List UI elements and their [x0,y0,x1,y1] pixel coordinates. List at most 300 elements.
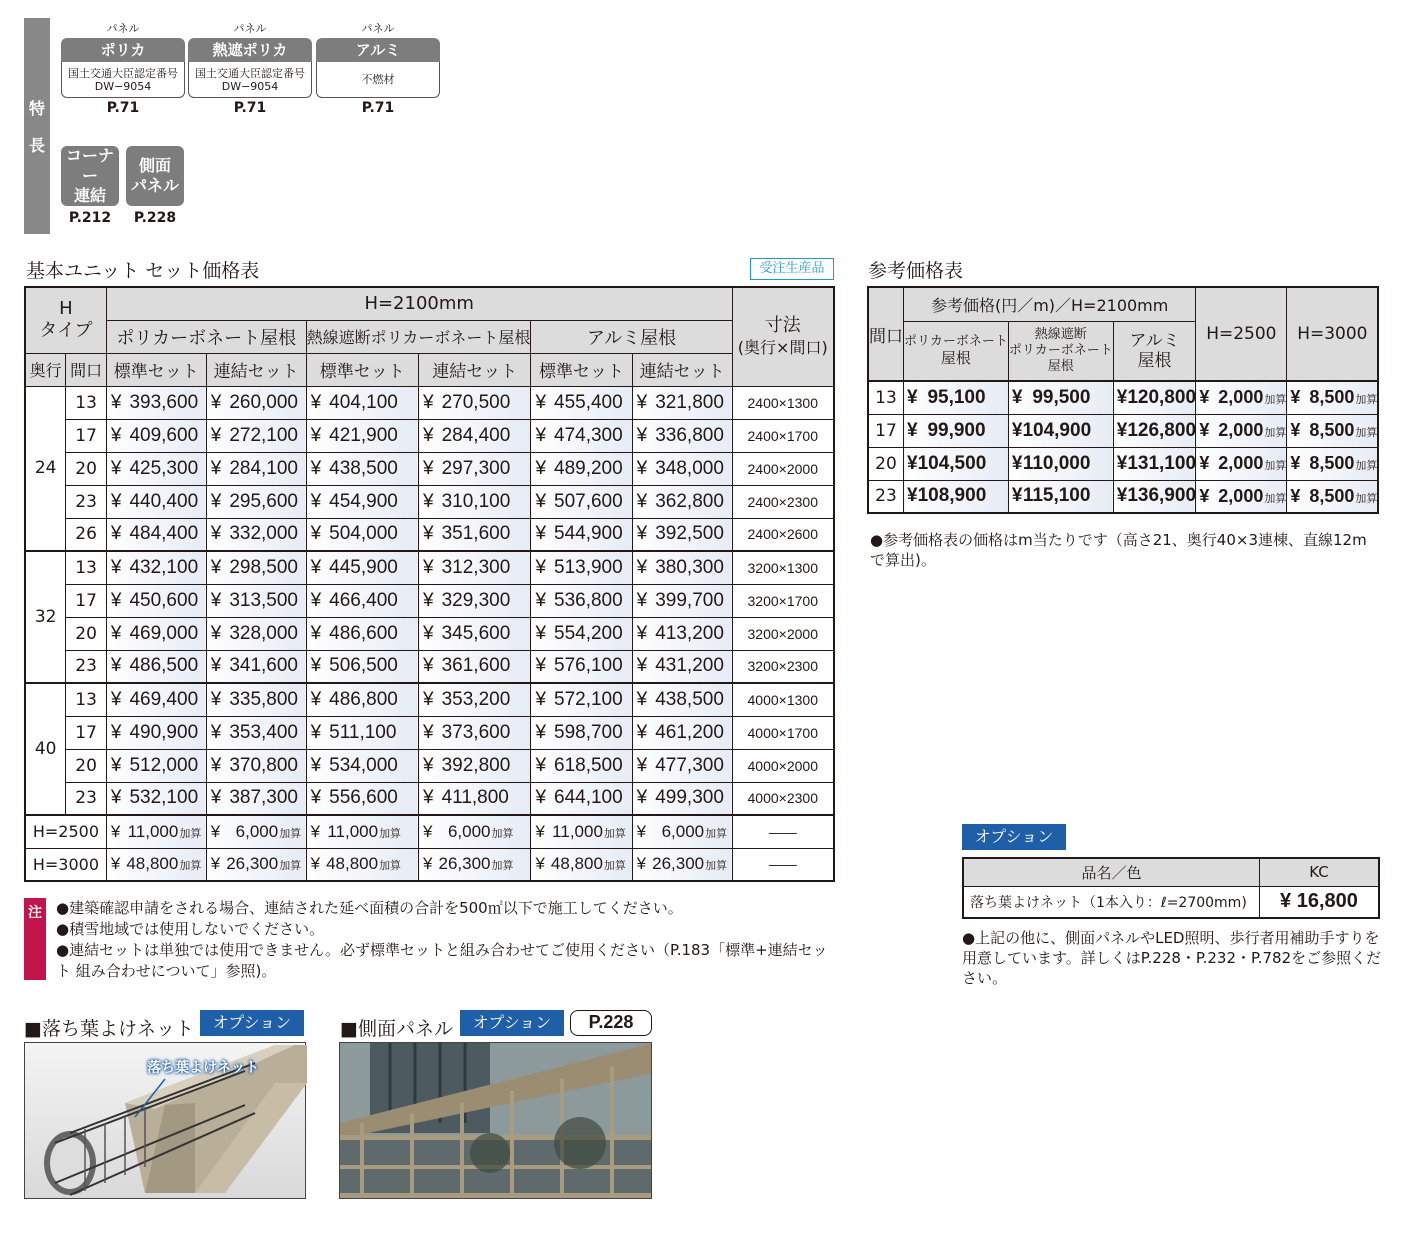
yen-sign: ¥ [310,424,322,446]
size-cell: 4000×2300 [732,782,834,815]
yen-sign: ¥ [310,523,322,545]
width-cell: 20 [66,452,107,485]
price-value: 499,300 [655,787,724,809]
table-row [25,683,834,716]
ref-col-line: 屋根 [940,348,971,367]
yen-sign: ¥ [310,556,322,578]
price-cell [106,716,206,749]
price-cell [206,650,306,683]
ref-table-row [868,381,1378,414]
price-value: 513,900 [554,556,623,578]
price-cell [419,518,531,551]
price-cell [206,452,306,485]
add-price-cell [306,815,418,848]
yen-sign: ¥ [310,854,321,874]
panel-name: ポリカ [61,38,185,62]
price-value: 489,200 [554,457,623,479]
price-cell [632,518,732,551]
ref-width-cell: 17 [868,414,904,447]
yen-sign: ¥ [210,391,222,413]
price-cell [206,419,306,452]
price-value: 455,400 [554,391,623,413]
width-cell: 17 [66,584,107,617]
ref-price-cell [1008,447,1113,480]
add-price-value: 6,000 [447,821,491,841]
yen-sign: ¥ [423,688,434,710]
yen-sign: ¥ [423,457,434,479]
depth-cell: 24 [25,386,66,551]
leaf-net-title: ■落ち葉よけネット [24,1018,194,1040]
price-cell [206,551,306,584]
ref-table-row [868,447,1378,480]
panel-page-ref: P.71 [361,100,395,116]
ref-price-value: 104,900 [1022,419,1092,441]
price-cell [531,650,632,683]
ref-price-value: 120,800 [1127,386,1197,408]
height-add-row [25,848,834,881]
price-cell [306,749,418,782]
ref-price-cell [904,414,1009,447]
badge-page-ref: P.212 [68,210,112,226]
price-cell [632,386,732,419]
yen-sign: ¥ [110,589,122,611]
size-header-line: 寸法 [764,314,801,336]
yen-sign: ¥ [423,854,433,874]
price-cell [531,386,632,419]
price-cell [106,386,206,419]
add-label: 加算 [1264,460,1287,472]
size-header-line: (奥行×間口) [737,337,828,357]
yen-sign: ¥ [110,821,121,841]
add-price-cell [531,848,632,881]
price-cell [632,551,732,584]
width-cell: 13 [66,386,107,419]
ref-price-cell [1113,447,1196,480]
yen-sign: ¥ [907,452,918,474]
ref-col-heat-polyca [1008,321,1113,381]
price-value: 512,000 [129,754,199,776]
yen-sign: ¥ [1290,453,1301,473]
price-cell [632,452,732,485]
add-label: 加算 [1264,427,1287,439]
ref-table-row [868,480,1378,513]
price-value: 353,200 [441,688,511,710]
yen-sign: ¥ [423,754,434,776]
badge-page-ref: P.228 [133,210,177,226]
price-cell [206,782,306,815]
add-price-value: 48,800 [550,854,603,874]
yen-sign: ¥ [110,523,122,545]
price-value: 440,400 [129,490,199,512]
price-cell [106,452,206,485]
add-price-cell [206,848,306,881]
price-cell [632,617,732,650]
badge-line: 側面 [138,156,171,175]
size-cell: 2400×1300 [732,386,834,419]
yen-sign: ¥ [423,787,434,809]
ref-width-header: 間口 [868,287,904,381]
panel-name: アルミ [316,38,440,62]
panel-sup-label: パネル [233,22,267,35]
yen-sign: ¥ [636,457,648,479]
size-cell: 2400×1700 [732,419,834,452]
price-cell [106,419,206,452]
ref-price-value: 126,800 [1127,419,1197,441]
panel-page-ref: P.71 [233,100,267,116]
ref-width-cell: 20 [868,447,904,480]
features-label-2: 長 [28,136,45,155]
yen-sign: ¥ [423,721,434,743]
ref-col-line: 屋根 [1137,350,1172,371]
yen-sign: ¥ [310,391,322,413]
price-value: 351,600 [441,523,511,545]
standard-set-header: 標準セット [306,353,418,386]
price-cell [206,518,306,551]
price-value: 572,100 [554,688,623,710]
add-price-value: 6,000 [235,821,279,841]
panel-badge-polyca [61,20,185,116]
group-header-heat-polyca: 熱線遮断ポリカーボネート屋根 [306,320,531,353]
add-label: 加算 [179,827,202,840]
add-label: 加算 [491,827,514,840]
badge-line: コーナー [65,146,114,185]
price-value: 484,400 [129,523,199,545]
add-price-value: 11,000 [127,821,179,841]
price-cell [419,452,531,485]
ref-add-cell [1196,447,1287,480]
price-value: 469,400 [129,688,199,710]
yen-sign: ¥ [535,787,547,809]
yen-sign: ¥ [110,688,122,710]
price-value: 474,300 [554,424,623,446]
price-cell [531,518,632,551]
yen-sign: ¥ [210,589,222,611]
yen-sign: ¥ [535,821,545,841]
width-cell: 23 [66,782,107,815]
add-label: 加算 [1264,394,1287,407]
add-price-cell [419,848,531,881]
option-item-name: 落ち葉よけネット（1本入り：ℓ=2700mm) [963,886,1259,918]
table-row [25,518,834,551]
yen-sign: ¥ [535,655,547,677]
ref-add-cell [1196,414,1287,447]
option-col-kc: KC [1259,858,1379,886]
ref-add-value: 2,000 [1218,453,1264,473]
price-value: 532,100 [129,787,199,809]
height-add-row [25,815,834,848]
price-value: 421,900 [329,424,398,446]
yen-sign: ¥ [636,721,648,743]
price-value: 450,600 [129,589,199,611]
table-row [25,419,834,452]
yen-sign: ¥ [310,589,322,611]
yen-sign: ¥ [210,457,222,479]
add-price-cell [206,815,306,848]
price-value: 477,300 [655,754,724,776]
price-value: 438,500 [655,688,724,710]
width-cell: 20 [66,617,107,650]
table-row [25,584,834,617]
price-cell [419,584,531,617]
table-row [25,782,834,815]
yen-sign: ¥ [1290,420,1301,440]
leaf-net-callout: 落ち葉よけネット [147,1060,259,1076]
yen-sign: ¥ [636,424,648,446]
yen-sign: ¥ [110,457,122,479]
yen-sign: ¥ [535,754,547,776]
features-label-1: 特 [28,99,45,118]
ref-width-cell: 13 [868,381,904,414]
price-value: 461,200 [655,721,724,743]
ref-add-value: 8,500 [1309,387,1355,408]
width-header: 間口 [66,353,107,386]
add-price-value: 26,300 [652,854,705,874]
badge-line: 連結 [73,186,106,205]
panel-desc-line: 国土交通大臣認定番号 [68,66,178,80]
ref-price-value: 99,900 [927,419,986,441]
add-price-cell [306,848,418,881]
price-value: 313,500 [229,589,298,611]
ref-price-cell [904,381,1009,414]
panel-desc-line: DW−9054 [94,79,152,93]
size-cell: 3200×1700 [732,584,834,617]
price-value: 370,800 [229,754,298,776]
yen-sign: ¥ [1116,419,1128,441]
yen-sign: ¥ [423,589,434,611]
yen-sign: ¥ [636,523,648,545]
price-value: 341,600 [229,655,298,677]
panel-desc [61,62,185,98]
height-add-label: H=2500 [25,815,106,848]
table-row [25,650,834,683]
width-cell: 23 [66,485,107,518]
yen-sign: ¥ [310,787,322,809]
ref-add-value: 8,500 [1309,420,1355,440]
price-value: 486,500 [129,655,199,677]
price-cell [106,749,206,782]
ref-col-polyca [904,321,1009,381]
corner-connect-badge [61,146,119,226]
yen-sign: ¥ [110,655,122,677]
connect-set-header: 連結セット [206,353,306,386]
price-cell [306,518,418,551]
price-cell [632,683,732,716]
add-price-value: 26,300 [226,854,279,874]
side-panel-badge [126,146,184,226]
leaf-net-photo [24,1042,306,1199]
price-value: 466,400 [329,589,398,611]
ref-price-cell [1008,381,1113,414]
price-cell [306,584,418,617]
width-cell: 13 [66,683,107,716]
table-row [25,452,834,485]
add-price-cell [106,815,206,848]
main-table-title: 基本ユニット セット価格表 [26,260,260,282]
yen-sign: ¥ [535,854,545,874]
yen-sign: ¥ [210,688,222,710]
yen-sign: ¥ [110,490,122,512]
price-value: 387,300 [229,787,298,809]
ref-price-cell [904,447,1009,480]
table-row [25,485,834,518]
price-value: 511,100 [329,721,397,743]
price-value: 328,000 [229,622,298,644]
price-cell [531,485,632,518]
ref-price-cell [1008,480,1113,513]
size-cell: 4000×2000 [732,749,834,782]
add-price-value: 48,800 [326,854,379,874]
yen-sign: ¥ [110,721,122,743]
standard-set-header: 標準セット [531,353,632,386]
ref-price-cell [1113,414,1196,447]
ref-price-value: 99,500 [1032,386,1091,408]
price-value: 270,500 [441,391,511,413]
yen-sign: ¥ [210,787,222,809]
yen-sign: ¥ [535,556,547,578]
price-value: 284,400 [441,424,511,446]
option-label: オプション [962,824,1066,850]
price-value: 362,800 [655,490,724,512]
yen-sign: ¥ [636,821,647,841]
width-cell: 17 [66,716,107,749]
price-value: 644,100 [554,787,623,809]
add-label: 加算 [1355,492,1378,505]
yen-sign: ¥ [535,391,547,413]
note-mark: 注 [24,898,46,980]
size-cell: 2400×2000 [732,452,834,485]
price-cell [632,584,732,617]
price-value: 490,900 [129,721,199,743]
price-cell [206,749,306,782]
size-header [732,287,834,386]
yen-sign: ¥ [1290,485,1301,506]
table-row [25,617,834,650]
type-header-cell [25,287,106,353]
depth-cell: 40 [25,683,66,815]
price-value: 399,700 [655,589,724,611]
price-cell [106,518,206,551]
width-cell: 17 [66,419,107,452]
add-label: 加算 [603,860,626,873]
panel-desc [316,62,440,98]
price-cell [531,716,632,749]
ref-col-line: ポリカーボネート [904,333,1008,349]
panel-desc-line: 国土交通大臣認定番号 [195,66,305,80]
price-value: 504,000 [329,523,398,545]
price-value: 348,000 [655,457,724,479]
add-label: 加算 [705,827,728,840]
price-cell [419,617,531,650]
price-value: 332,000 [229,523,298,545]
group-header-alumi: アルミ屋根 [531,320,732,353]
price-cell [106,485,206,518]
price-cell [419,551,531,584]
yen-sign: ¥ [1116,485,1128,507]
price-value: 312,300 [441,556,511,578]
price-value: 353,400 [229,721,298,743]
table-row [25,716,834,749]
size-cell: —— [732,848,834,881]
price-cell [306,485,418,518]
price-value: 409,600 [129,424,199,446]
yen-sign: ¥ [423,821,433,841]
yen-sign: ¥ [636,754,648,776]
price-value: 554,200 [554,622,623,644]
yen-sign: ¥ [1116,452,1128,474]
price-value: 284,100 [229,457,298,479]
price-cell [531,452,632,485]
option-note: ●上記の他に、側面パネルやLED照明、歩行者用補助手すりを用意しています。詳しくはP.228・P.232・P.782をご参照ください。 [962,929,1382,987]
width-cell: 13 [66,551,107,584]
add-label: 加算 [179,860,202,873]
height-header: H=2100mm [106,287,732,320]
notes-list [56,898,836,982]
price-value: 260,000 [229,391,298,413]
yen-sign: ¥ [423,622,434,644]
add-label: 加算 [1355,394,1378,407]
yen-sign: ¥ [210,622,222,644]
price-cell [106,617,206,650]
features-side-bar [24,18,50,234]
ref-add-cell [1196,480,1287,513]
yen-sign: ¥ [210,854,221,874]
yen-sign: ¥ [210,424,222,446]
ref-col-line: 熱線遮断 [1034,326,1087,342]
panel-sup-label: パネル [361,22,395,35]
price-cell [306,782,418,815]
ref-price-value: 95,100 [927,386,986,408]
yen-sign: ¥ [1199,387,1210,408]
price-value: 393,600 [129,391,199,413]
yen-sign: ¥ [535,721,547,743]
panel-name: 熱遮ポリカ [188,38,312,62]
price-value: 486,600 [329,622,398,644]
price-value: 335,800 [229,688,298,710]
yen-sign: ¥ [423,490,434,512]
price-value: 544,900 [554,523,623,545]
connect-set-header: 連結セット [419,353,531,386]
price-cell [419,485,531,518]
ref-price-value: 136,900 [1127,485,1197,507]
price-cell [419,716,531,749]
yen-sign: ¥ [907,386,918,408]
corner-connect-box [61,146,119,206]
ref-price-value: 115,100 [1022,485,1091,507]
yen-sign: ¥ [1011,386,1023,408]
price-cell [306,551,418,584]
yen-sign: ¥ [636,854,647,874]
yen-sign: ¥ [110,424,122,446]
panel-badge-heat-polyca [188,20,312,116]
ref-table-row [868,414,1378,447]
ref-price-cell [1113,381,1196,414]
yen-sign: ¥ [310,688,322,710]
add-price-cell [531,815,632,848]
note-item: ●連結セットは単独では使用できません。必ず標準セットと組み合わせてご使用ください（P.183「標準+連結セット 組み合わせについて」参照)。 [56,941,828,980]
price-value: 576,100 [554,655,623,677]
size-cell: 4000×1700 [732,716,834,749]
yen-sign: ¥ [110,391,122,413]
reference-price-table [867,286,1379,514]
badge-line: パネル [130,176,179,195]
yen-sign: ¥ [1011,452,1023,474]
yen-sign: ¥ [110,854,121,874]
price-value: 556,600 [329,787,398,809]
size-cell: 3200×1300 [732,551,834,584]
yen-sign: ¥ [210,655,222,677]
price-cell [206,485,306,518]
table-row [25,551,834,584]
